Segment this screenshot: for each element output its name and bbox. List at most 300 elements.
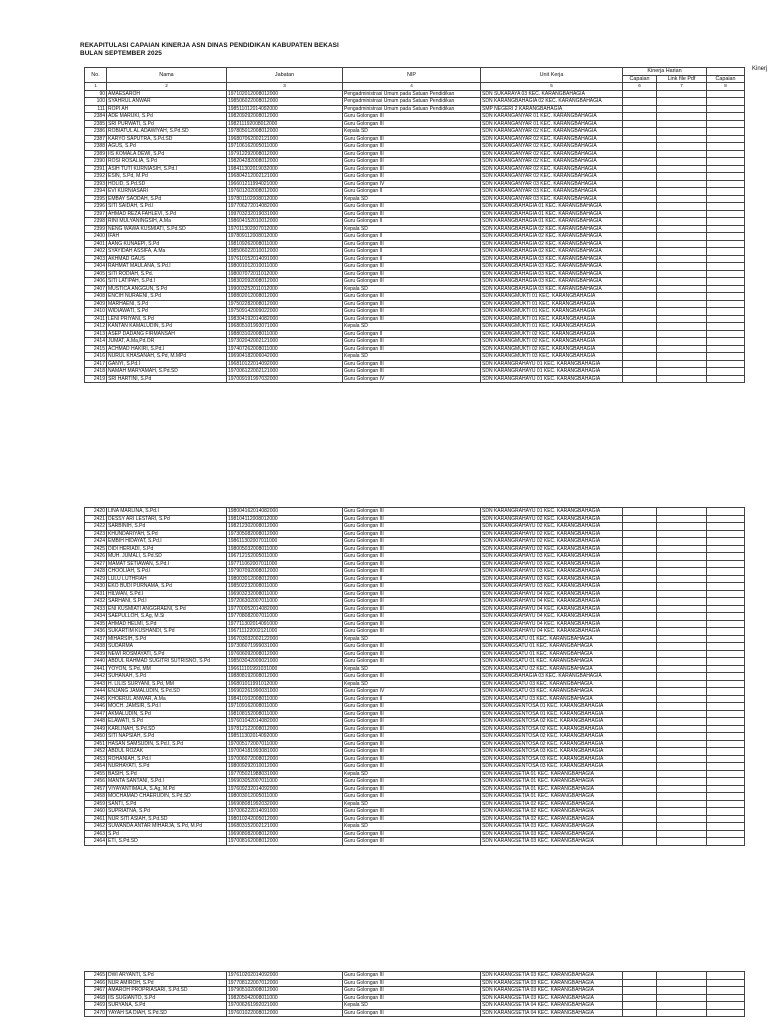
cell-link-pdf [657, 90, 707, 98]
cell-nip: Guru Golongan III [343, 150, 481, 158]
table-row [85, 210, 745, 218]
cell-capaian [623, 143, 657, 151]
cell-nama: IFAH [107, 233, 227, 241]
cell-capaian-2 [707, 345, 745, 353]
cell-nama: KHUNDARIYAH, S.Pd [107, 530, 227, 538]
recap-table-page-3 [84, 971, 745, 1017]
cell-capaian [623, 270, 657, 278]
cell-capaian-2 [707, 725, 745, 733]
cell-unit-kerja: SDN KARANGMUKTI 02 KEC. KARANGBAHAGIA [481, 345, 623, 353]
cell-link-pdf [657, 360, 707, 368]
cell-no: 2440 [85, 658, 107, 666]
cell-nama: YOYON, S.Pd, MM [107, 665, 227, 673]
cell-unit-kerja: SDN KARANGANYAR 02 KEC. KARANGBAHAGIA [481, 165, 623, 173]
cell-link-pdf [657, 628, 707, 636]
cell-nama: ABDUL RAHMAD SUGITRI SUTRISNO, S.Pd [107, 658, 227, 666]
cell-nip: Guru Golongan III [343, 718, 481, 726]
cell-link-pdf [657, 823, 707, 831]
cell-no: 2425 [85, 545, 107, 553]
cell-unit-kerja: SDN KARANGMUKTI 01 KEC. KARANGBAHAGIA [481, 308, 623, 316]
cell-nip: Guru Golongan III [343, 203, 481, 211]
cell-nama: ENCIH NURAENI, S.Pd [107, 293, 227, 301]
cell-link-pdf [657, 673, 707, 681]
table-row [85, 233, 745, 241]
cell-no: 2432 [85, 598, 107, 606]
cell-jabatan: 196903052007011000 [227, 778, 343, 786]
cell-no: 2444 [85, 688, 107, 696]
cell-capaian [623, 823, 657, 831]
cell-jabatan: 198611302007011000 [227, 538, 343, 546]
cell-capaian [623, 128, 657, 136]
cell-capaian [623, 703, 657, 711]
cell-unit-kerja: SDN KARANGSETIA 02 KEC. KARANGBAHAGIA [481, 808, 623, 816]
cell-capaian [623, 725, 657, 733]
cell-capaian-2 [707, 188, 745, 196]
table-row [85, 755, 745, 763]
cell-capaian [623, 308, 657, 316]
cell-capaian [623, 695, 657, 703]
cell-unit-kerja: SDN KARANGSENTOSA 02 KEC. KARANGBAHAGIA [481, 740, 623, 748]
cell-unit-kerja: SDN KARANGRAHAYU 02 KEC. KARANGBAHAGIA [481, 545, 623, 553]
cell-no: 2434 [85, 613, 107, 621]
cell-nip: Guru Golongan III [343, 308, 481, 316]
cell-jabatan: 197006222014091000 [227, 808, 343, 816]
cell-jabatan: 198511012014092000 [227, 105, 343, 113]
cell-capaian [623, 523, 657, 531]
cell-nama: SUDARMA [107, 643, 227, 651]
table-row [85, 598, 745, 606]
cell-nip: Guru Golongan II [343, 218, 481, 226]
cell-jabatan: 196908082008012000 [227, 830, 343, 838]
cell-no: 2461 [85, 815, 107, 823]
cell-capaian-2 [707, 1009, 745, 1017]
cell-link-pdf [657, 598, 707, 606]
cell-jabatan: 196703032002122000 [227, 635, 343, 643]
table-row [85, 98, 745, 106]
table-row [85, 135, 745, 143]
cell-jabatan: 197106162005011000 [227, 143, 343, 151]
cell-capaian [623, 748, 657, 756]
cell-nip: Guru Golongan III [343, 368, 481, 376]
cell-jabatan: 198007072011012000 [227, 270, 343, 278]
cell-unit-kerja: SDN KARANGSETIA 01 KEC. KARANGBAHAGIA [481, 778, 623, 786]
cell-unit-kerja: SDN KARANGSENTOSA 02 KEC. KARANGBAHAGIA [481, 718, 623, 726]
cell-no: 2423 [85, 530, 107, 538]
cell-capaian [623, 263, 657, 271]
cell-jabatan: 197102012008012000 [227, 90, 343, 98]
cell-capaian-2 [707, 665, 745, 673]
cell-capaian [623, 368, 657, 376]
cell-no: 2393 [85, 180, 107, 188]
cell-capaian [623, 105, 657, 113]
cell-unit-kerja: SDN KARANGRAHAYU 02 KEC. KARANGBAHAGIA [481, 538, 623, 546]
cell-capaian-2 [707, 748, 745, 756]
cell-link-pdf [657, 650, 707, 658]
cell-link-pdf [657, 233, 707, 241]
cell-link-pdf [657, 255, 707, 263]
cell-link-pdf [657, 338, 707, 346]
cell-link-pdf [657, 293, 707, 301]
cell-capaian [623, 770, 657, 778]
cell-jabatan: 197705021988031000 [227, 770, 343, 778]
cell-unit-kerja: SDN KARANGSENTOSA 03 KEC. KARANGBAHAGIA [481, 748, 623, 756]
cell-capaian-2 [707, 360, 745, 368]
table-row [85, 785, 745, 793]
cell-capaian-2 [707, 733, 745, 741]
cell-capaian-2 [707, 210, 745, 218]
cell-capaian [623, 658, 657, 666]
cell-capaian-2 [707, 173, 745, 181]
cell-unit-kerja: SDN KARANGANYAR 02 KEC. KARANGBAHAGIA [481, 173, 623, 181]
cell-capaian [623, 590, 657, 598]
cell-nama: AKHMAD GAUS [107, 255, 227, 263]
cell-link-pdf [657, 158, 707, 166]
cell-no: 2394 [85, 188, 107, 196]
cell-nama: NUR AMIROH, S.Pd [107, 979, 227, 987]
cell-nip: Guru Golongan III [343, 278, 481, 286]
cell-unit-kerja: SDN KARANGBAHAGIA 03 KEC. KARANGBAHAGIA [481, 270, 623, 278]
cell-capaian [623, 315, 657, 323]
cell-link-pdf [657, 568, 707, 576]
cell-unit-kerja: SDN KARANGRAHAYU 04 KEC. KARANGBAHAGIA [481, 590, 623, 598]
table-row [85, 793, 745, 801]
cell-jabatan: 197004181993081000 [227, 748, 343, 756]
cell-capaian [623, 353, 657, 361]
cell-link-pdf [657, 515, 707, 523]
cell-unit-kerja: SDN KARANGSATU 03 KEC. KARANGBAHAGIA [481, 695, 623, 703]
recap-table-page-1 [84, 67, 745, 383]
cell-capaian-2 [707, 515, 745, 523]
table-row [85, 538, 745, 546]
cell-nip: Guru Golongan III [343, 210, 481, 218]
cell-link-pdf [657, 733, 707, 741]
cell-unit-kerja: SDN KARANGSATU 01 KEC. KARANGBAHAGIA [481, 635, 623, 643]
cell-link-pdf [657, 180, 707, 188]
cell-unit-kerja: SDN KARANGSENTOSA 01 KEC. KARANGBAHAGIA [481, 710, 623, 718]
table-row [85, 680, 745, 688]
cell-unit-kerja: SDN KARANGRAHAYU 03 KEC. KARANGBAHAGIA [481, 553, 623, 561]
col-header-jabatan: Jabatan [227, 68, 343, 83]
cell-capaian-2 [707, 158, 745, 166]
cell-capaian-2 [707, 233, 745, 241]
cell-jabatan: 196804212002121000 [227, 173, 343, 181]
cell-unit-kerja: SDN KARANGRAHAYU 01 KEC. KARANGBAHAGIA [481, 368, 623, 376]
table-row [85, 1002, 745, 1010]
table-row [85, 718, 745, 726]
cell-unit-kerja: SDN KARANGSENTOSA 01 KEC. KARANGBAHAGIA [481, 703, 623, 711]
cell-nama: ADE MARUKI, S.Pd [107, 113, 227, 121]
cell-jabatan: 196712152005011000 [227, 553, 343, 561]
cell-capaian [623, 165, 657, 173]
col-header-kinerja-harian: Kinerja Harian [623, 68, 707, 76]
table-row [85, 815, 745, 823]
cell-capaian [623, 225, 657, 233]
cell-unit-kerja: SDN KARANGANYAR 01 KEC. KARANGBAHAGIA [481, 113, 623, 121]
cell-no: 2415 [85, 345, 107, 353]
cell-link-pdf [657, 135, 707, 143]
cell-no: 2401 [85, 240, 107, 248]
cell-capaian [623, 598, 657, 606]
cell-unit-kerja: SDN KARANGANYAR 02 KEC. KARANGBAHAGIA [481, 128, 623, 136]
cell-no: 2469 [85, 1002, 107, 1010]
cell-nama: NUR SITI ASIAH, S.Pd.SD [107, 815, 227, 823]
cell-link-pdf [657, 979, 707, 987]
cell-nama: ROBIATUL AL ADAWIYAH, S.Pd.SD [107, 128, 227, 136]
cell-nama: SUWANDA ANTAR MIHARJA, S.Pd, M.Pd [107, 823, 227, 831]
cell-capaian [623, 508, 657, 516]
cell-capaian [623, 635, 657, 643]
cell-no: 2429 [85, 575, 107, 583]
cell-nama: KARLINAH, S.Pd.SD [107, 725, 227, 733]
cell-unit-kerja: SDN KARANGRAHAYU 04 KEC. KARANGBAHAGIA [481, 613, 623, 621]
cell-jabatan: 197606092008012000 [227, 650, 343, 658]
cell-capaian [623, 785, 657, 793]
cell-capaian [623, 278, 657, 286]
cell-jabatan: 198005032008011000 [227, 545, 343, 553]
cell-capaian-2 [707, 203, 745, 211]
cell-capaian [623, 830, 657, 838]
cell-no: 2470 [85, 1009, 107, 1017]
cell-link-pdf [657, 545, 707, 553]
cell-link-pdf [657, 778, 707, 786]
cell-capaian [623, 285, 657, 293]
cell-jabatan: 198001012010011000 [227, 263, 343, 271]
cell-no: 2463 [85, 830, 107, 838]
cell-nama: LINA MARLINA, S.Pd.I [107, 508, 227, 516]
cell-no: 2437 [85, 635, 107, 643]
cell-nip: Guru Golongan III [343, 515, 481, 523]
cell-capaian [623, 150, 657, 158]
cell-unit-kerja: SDN SUKARAYA 03 KEC. KARANGBAHAGIA [481, 90, 623, 98]
cell-jabatan: 199703232019031000 [227, 210, 343, 218]
cell-nama: NAMAH MARYAMAH, S.Pd.SD [107, 368, 227, 376]
report-period: BULAN SEPTEMBER 2025 [80, 50, 162, 57]
cell-nip: Kepala SD [343, 195, 481, 203]
col-header-link-pdf: Link file Pdf [657, 75, 707, 83]
cell-capaian-2 [707, 195, 745, 203]
cell-link-pdf [657, 575, 707, 583]
cell-nip: Guru Golongan III [343, 658, 481, 666]
cell-unit-kerja: SDN KARANGRAHAYU 04 KEC. KARANGBAHAGIA [481, 620, 623, 628]
cell-nip: Guru Golongan III [343, 703, 481, 711]
cell-capaian [623, 568, 657, 576]
cell-nip: Guru Golongan IV [343, 180, 481, 188]
cell-no: 2454 [85, 763, 107, 771]
cell-capaian [623, 994, 657, 1002]
cell-capaian [623, 979, 657, 987]
cell-link-pdf [657, 530, 707, 538]
cell-no: 2390 [85, 158, 107, 166]
cell-nama: SUHANAH, S.Pd [107, 673, 227, 681]
cell-no: 2403 [85, 255, 107, 263]
table-row [85, 583, 745, 591]
cell-nip: Guru Golongan III [343, 240, 481, 248]
cell-unit-kerja: SDN KARANGRAHAYU 03 KEC. KARANGBAHAGIA [481, 575, 623, 583]
cell-capaian [623, 203, 657, 211]
cell-unit-kerja: SDN KARANGSATU 03 KEC. KARANGBAHAGIA [481, 680, 623, 688]
cell-link-pdf [657, 658, 707, 666]
cell-capaian-2 [707, 590, 745, 598]
cell-nip: Guru Golongan III [343, 785, 481, 793]
cell-capaian-2 [707, 658, 745, 666]
cell-nip: Guru Golongan II [343, 255, 481, 263]
cell-unit-kerja: SDN KARANGBAHAGIA 03 KEC. KARANGBAHAGIA [481, 255, 623, 263]
cell-jabatan: 198502232008011000 [227, 583, 343, 591]
cell-nip: Guru Golongan III [343, 650, 481, 658]
cell-capaian-2 [707, 1002, 745, 1010]
cell-link-pdf [657, 815, 707, 823]
cell-no: 2385 [85, 120, 107, 128]
cell-jabatan: 196908081992032000 [227, 800, 343, 808]
cell-nama: DIDI HERIADI, S.Pd [107, 545, 227, 553]
cell-no: 2417 [85, 360, 107, 368]
cell-nama: ESIN, S.Pd, M.Pd [107, 173, 227, 181]
table-row [85, 128, 745, 136]
table-row [85, 308, 745, 316]
cell-no: 2407 [85, 285, 107, 293]
cell-nama: MOCH. JAMSIR, S.Pd.I [107, 703, 227, 711]
cell-jabatan: 197711062007011000 [227, 560, 343, 568]
cell-nip: Guru Golongan III [343, 793, 481, 801]
cell-nama: ROHANIAH, S.Pd.I [107, 755, 227, 763]
cell-nip: Guru Golongan III [343, 553, 481, 561]
cell-capaian-2 [707, 300, 745, 308]
cell-nama: HOLID, S.Pd.SD [107, 180, 227, 188]
cell-capaian-2 [707, 308, 745, 316]
cell-link-pdf [657, 793, 707, 801]
col-index: 8 [707, 83, 745, 91]
cell-jabatan: 198004162014082000 [227, 508, 343, 516]
cell-nip: Guru Golongan II [343, 575, 481, 583]
cell-no: 2465 [85, 972, 107, 980]
cell-nip: Guru Golongan III [343, 740, 481, 748]
cell-capaian [623, 375, 657, 383]
cell-jabatan: 196601211994021000 [227, 180, 343, 188]
cell-link-pdf [657, 583, 707, 591]
cell-capaian [623, 330, 657, 338]
col-index: 3 [227, 83, 343, 91]
cell-capaian-2 [707, 979, 745, 987]
table-row [85, 143, 745, 151]
table-row [85, 330, 745, 338]
cell-capaian-2 [707, 688, 745, 696]
cell-unit-kerja: SDN KARANGSETIA 03 KEC. KARANGBAHAGIA [481, 823, 623, 831]
cell-nama: ENJANG JAMALUDIN, S.Pd.SD [107, 688, 227, 696]
cell-nip: Pengadministrasi Umum pada Satuan Pendidikan [343, 98, 481, 106]
cell-no: 2400 [85, 233, 107, 241]
table-row [85, 553, 745, 561]
table-row [85, 240, 745, 248]
table-row [85, 90, 745, 98]
cell-jabatan: 198211192008012000 [227, 120, 343, 128]
cell-capaian-2 [707, 575, 745, 583]
cell-nama: NEWI ROSMAYATI, S.Pd [107, 650, 227, 658]
table-row [85, 695, 745, 703]
table-row [85, 568, 745, 576]
cell-capaian-2 [707, 315, 745, 323]
cell-unit-kerja: SDN KARANGMUKTI 02 KEC. KARANGBAHAGIA [481, 330, 623, 338]
cell-capaian [623, 987, 657, 995]
cell-capaian-2 [707, 330, 745, 338]
cell-capaian-2 [707, 718, 745, 726]
cell-link-pdf [657, 538, 707, 546]
table-row [85, 688, 745, 696]
cell-nip: Guru Golongan III [343, 755, 481, 763]
table-row [85, 838, 745, 846]
table-row [85, 278, 745, 286]
cell-nama: LENI PRIYANI, S.Pd [107, 315, 227, 323]
cell-no: 2453 [85, 755, 107, 763]
col-header-nama: Nama [107, 68, 227, 83]
cell-unit-kerja: SDN KARANGANYAR 02 KEC. KARANGBAHAGIA [481, 150, 623, 158]
cell-jabatan: 197708122007012000 [227, 979, 343, 987]
cell-link-pdf [657, 994, 707, 1002]
table-row [85, 560, 745, 568]
cell-nama: AHMAD HELMI, S.Pd [107, 620, 227, 628]
cell-nip: Kepala SD [343, 353, 481, 361]
cell-link-pdf [657, 695, 707, 703]
cell-nama: SYAYIDAH ASSIFA, A.Ma [107, 248, 227, 256]
cell-no: 2468 [85, 994, 107, 1002]
cell-nama: IIS SUGIANTO, S.Pd [107, 994, 227, 1002]
col-header-nip: NIP [343, 68, 481, 83]
table-row [85, 673, 745, 681]
cell-nama: GANYI, S.Pd.I [107, 360, 227, 368]
cell-capaian [623, 808, 657, 816]
cell-unit-kerja: SDN KARANGRAHAYU 04 KEC. KARANGBAHAGIA [481, 598, 623, 606]
cell-capaian-2 [707, 240, 745, 248]
recap-table-page-2 [84, 507, 745, 846]
cell-capaian-2 [707, 285, 745, 293]
cell-link-pdf [657, 523, 707, 531]
table-row [85, 620, 745, 628]
cell-no: 2438 [85, 643, 107, 651]
cell-nip: Guru Golongan III [343, 523, 481, 531]
cell-capaian-2 [707, 785, 745, 793]
cell-no: 2410 [85, 308, 107, 316]
cell-nama: SUKARTIM KUSHANDI, S.Pd [107, 628, 227, 636]
cell-jabatan: 197306071999031000 [227, 643, 343, 651]
cell-capaian-2 [707, 530, 745, 538]
cell-capaian [623, 233, 657, 241]
cell-nip: Guru Golongan III [343, 710, 481, 718]
cell-nip: Guru Golongan III [343, 345, 481, 353]
cell-nip: Guru Golongan III [343, 613, 481, 621]
cell-capaian-2 [707, 815, 745, 823]
cell-no: 2424 [85, 538, 107, 546]
cell-nip: Guru Golongan III [343, 778, 481, 786]
cell-unit-kerja: SDN KARANGSATU 03 KEC. KARANGBAHAGIA [481, 688, 623, 696]
cell-nama: KHOERUL ANWAR, A.Ma [107, 695, 227, 703]
cell-jabatan: 197509142009022000 [227, 308, 343, 316]
cell-nip: Guru Golongan IV [343, 688, 481, 696]
cell-unit-kerja: SDN KARANGRAHAYU 03 KEC. KARANGBAHAGIA [481, 583, 623, 591]
cell-no: 2436 [85, 628, 107, 636]
cell-unit-kerja: SDN KARANGANYAR 02 KEC. KARANGBAHAGIA [481, 158, 623, 166]
cell-jabatan: 196902261990031000 [227, 688, 343, 696]
cell-nama: H. LILIS SURYANI, S.Pd, MM [107, 680, 227, 688]
cell-nama: ETI, S.Pd.SD [107, 838, 227, 846]
cell-unit-kerja: SDN KARANGSETIA 04 KEC. KARANGBAHAGIA [481, 1002, 623, 1010]
cell-nip: Guru Golongan III [343, 979, 481, 987]
cell-jabatan: 197708082007011000 [227, 613, 343, 621]
cell-nip: Guru Golongan III [343, 583, 481, 591]
cell-nama: WIDIAWATI, S.Pd [107, 308, 227, 316]
cell-capaian-2 [707, 90, 745, 98]
cell-unit-kerja: SDN KARANGBAHAGIA 03 KEC. KARANGBAHAGIA [481, 278, 623, 286]
table-row [85, 703, 745, 711]
cell-link-pdf [657, 680, 707, 688]
